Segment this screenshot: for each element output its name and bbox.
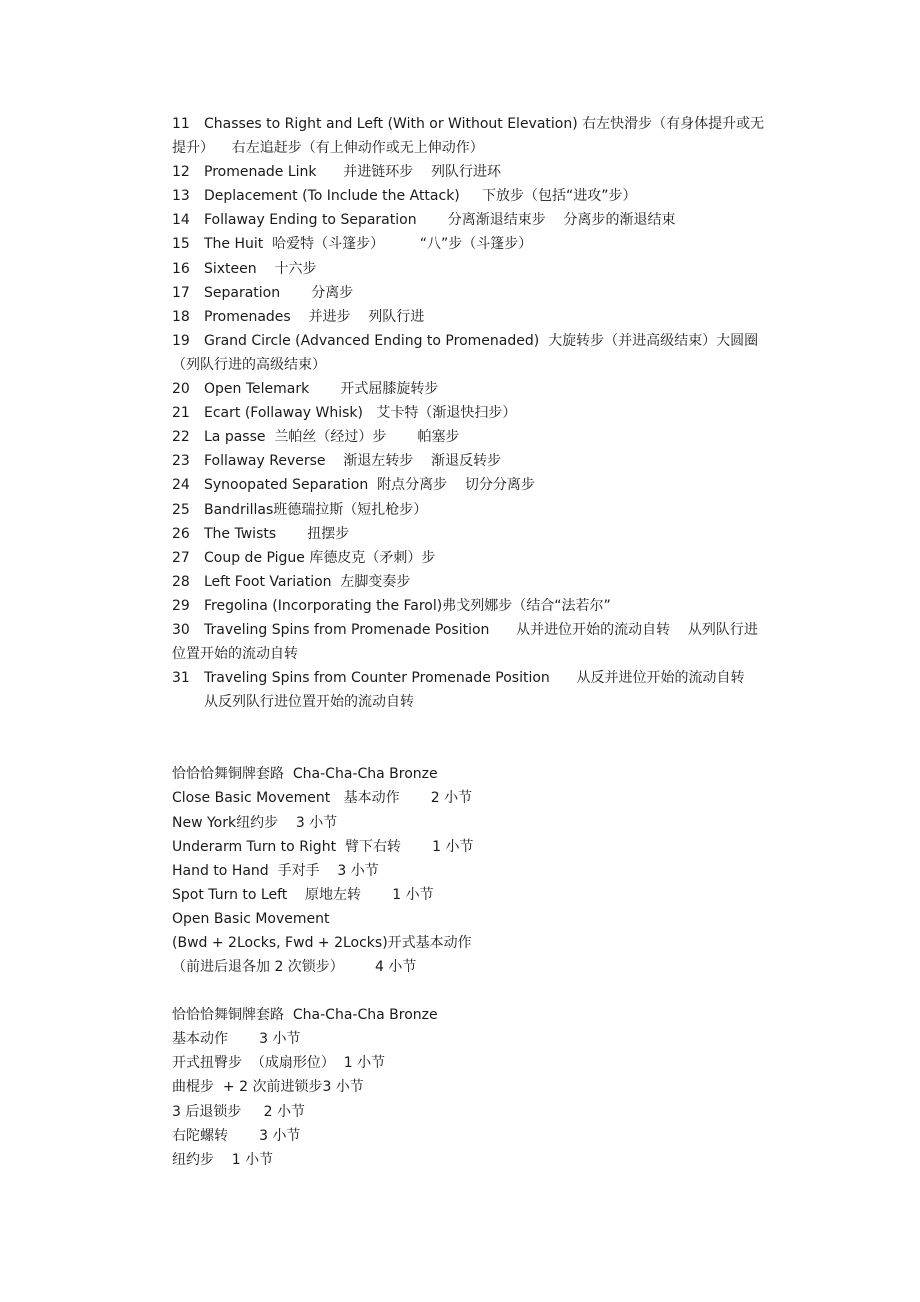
figure-text: Synoopated Separation 附点分离步 切分分离步 <box>204 477 535 494</box>
routine-line: 基本动作 3 小节 <box>172 1031 301 1048</box>
figure-text: La passe 兰帕丝（经过）步 帕塞步 <box>204 429 460 446</box>
figure-text: Bandrillas班德瑞拉斯（短扎枪步） <box>204 501 428 518</box>
figure-number: 12 <box>172 164 190 181</box>
routine-line: 右陀螺转 3 小节 <box>172 1127 301 1144</box>
figure-number: 22 <box>172 429 190 446</box>
figure-text: Sixteen 十六步 <box>204 260 317 277</box>
section-title: 恰恰恰舞铜牌套路 Cha-Cha-Cha Bronze <box>172 1007 438 1024</box>
routine-line: Hand to Hand 手对手 3 小节 <box>172 862 379 879</box>
figure-line <box>172 425 782 449</box>
figure-line <box>172 401 782 425</box>
figure-line <box>172 522 782 546</box>
figure-continuation: 从反列队行进位置开始的流动自转 <box>204 694 414 711</box>
routine-line: Close Basic Movement 基本动作 2 小节 <box>172 790 473 807</box>
figure-line <box>172 546 782 570</box>
figure-number: 26 <box>172 525 190 542</box>
figure-text: Follaway Reverse 渐退左转步 渐退反转步 <box>204 453 502 470</box>
routine-line: 3 后退锁步 2 小节 <box>172 1103 305 1120</box>
figure-line <box>172 473 782 497</box>
figure-number: 16 <box>172 260 190 277</box>
figure-number: 15 <box>172 236 190 253</box>
figure-number: 21 <box>172 405 190 422</box>
routine-line: （前进后退各加 2 次锁步） 4 小节 <box>172 959 417 976</box>
figure-line <box>172 570 782 594</box>
figure-number: 30 <box>172 621 190 638</box>
figure-list <box>172 112 782 714</box>
figure-number: 29 <box>172 597 190 614</box>
figure-line <box>172 208 782 232</box>
figure-number: 13 <box>172 188 190 205</box>
routine-line: Open Basic Movement <box>172 910 330 927</box>
figure-number: 24 <box>172 477 190 494</box>
figure-line <box>172 305 782 329</box>
figure-line <box>172 232 782 256</box>
figure-line <box>172 498 782 522</box>
figure-text: The Huit 哈爱特（斗篷步） “八”步（斗篷步） <box>204 236 533 253</box>
figure-text: Promenade Link 并进链环步 列队行进环 <box>204 164 502 181</box>
figure-number: 23 <box>172 453 190 470</box>
figure-number: 25 <box>172 501 190 518</box>
figure-line <box>172 112 782 136</box>
figure-line <box>172 257 782 281</box>
figure-number: 28 <box>172 573 190 590</box>
section-spacer <box>172 979 782 1003</box>
figure-number: 27 <box>172 549 190 566</box>
figure-number: 17 <box>172 284 190 301</box>
figure-number: 31 <box>172 670 190 687</box>
figure-text: Traveling Spins from Counter Promenade Position 从反并进位开始的流动自转 <box>204 670 745 687</box>
figure-number: 19 <box>172 332 190 349</box>
figure-text: The Twists 扭摆步 <box>204 525 350 542</box>
routine-section-1 <box>172 762 782 979</box>
figure-continuation: （列队行进的高级结束） <box>172 356 326 373</box>
figure-line <box>172 666 782 690</box>
figure-line <box>172 184 782 208</box>
figure-text: Open Telemark 开式屈膝旋转步 <box>204 381 439 398</box>
figure-line <box>172 377 782 401</box>
figure-text: Fregolina (Incorporating the Farol)弗戈列娜步（结合“法若尔” <box>204 597 611 614</box>
routine-section-2 <box>172 1003 782 1172</box>
routine-line: 纽约步 1 小节 <box>172 1151 274 1168</box>
figure-number: 11 <box>172 116 190 132</box>
routine-line: New York纽约步 3 小节 <box>172 814 338 831</box>
figure-line <box>172 281 782 305</box>
figure-text: Deplacement (To Include the Attack) 下放步（包括“进攻”步） <box>204 188 637 205</box>
figure-continuation: 位置开始的流动自转 <box>172 646 298 663</box>
figure-line <box>172 329 782 353</box>
routine-line: 开式扭臀步 （成扇形位） 1 小节 <box>172 1055 386 1072</box>
routine-line: Spot Turn to Left 原地左转 1 小节 <box>172 886 434 903</box>
figure-line <box>172 618 782 642</box>
figure-line <box>172 594 782 618</box>
section-spacer <box>172 714 782 762</box>
figure-text: Chasses to Right and Left (With or Without Elevation) 右左快滑步（有身体提升或无 <box>204 116 765 132</box>
figure-text: Grand Circle (Advanced Ending to Promenaded) 大旋转步（并进高级结束）大圆圈 <box>204 332 759 349</box>
figure-line <box>172 160 782 184</box>
section-title: 恰恰恰舞铜牌套路 Cha-Cha-Cha Bronze <box>172 766 438 783</box>
figure-number: 18 <box>172 308 190 325</box>
figure-continuation: 提升） 右左追赶步（有上伸动作或无上伸动作） <box>172 140 484 157</box>
figure-text: Ecart (Follaway Whisk) 艾卡特（渐退快扫步） <box>204 405 517 422</box>
figure-text: Coup de Pigue 库德皮克（矛刺）步 <box>204 549 436 566</box>
document-content <box>172 112 782 1172</box>
figure-line <box>172 449 782 473</box>
routine-line: Underarm Turn to Right 臂下右转 1 小节 <box>172 838 474 855</box>
figure-text: Separation 分离步 <box>204 284 354 301</box>
figure-text: Left Foot Variation 左脚变奏步 <box>204 573 411 590</box>
figure-text: Traveling Spins from Promenade Position 从并进位开始的流动自转 从列队行进 <box>204 621 758 638</box>
routine-line: 曲棍步 + 2 次前进锁步3 小节 <box>172 1079 364 1096</box>
figure-number: 14 <box>172 212 190 229</box>
figure-number: 20 <box>172 381 190 398</box>
figure-text: Follaway Ending to Separation 分离渐退结束步 分离步的渐退结束 <box>204 212 676 229</box>
figure-text: Promenades 并进步 列队行进 <box>204 308 425 325</box>
routine-line: (Bwd + 2Locks, Fwd + 2Locks)开式基本动作 <box>172 935 472 951</box>
